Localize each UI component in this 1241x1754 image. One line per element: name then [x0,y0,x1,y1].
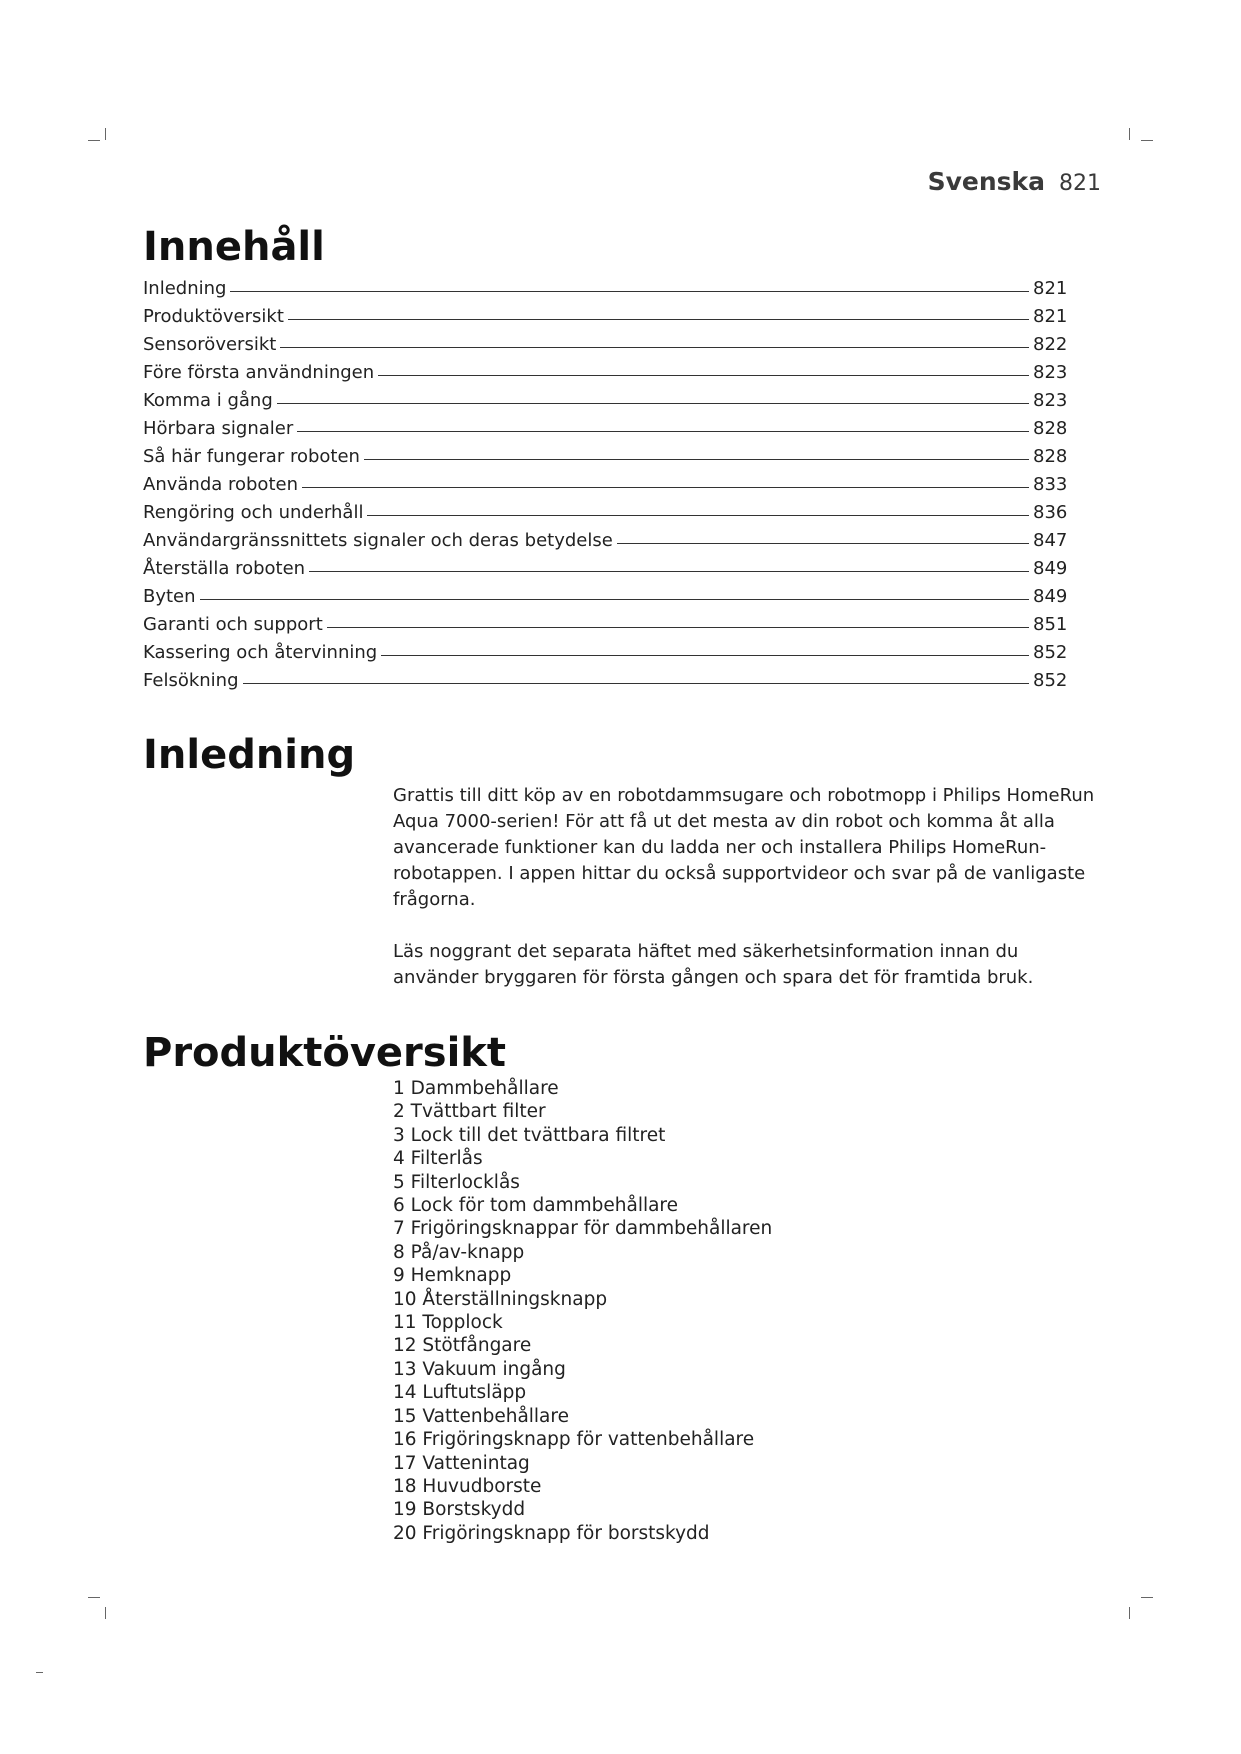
toc-entry[interactable] [143,474,1071,502]
toc-entry-page: 849 [1033,586,1068,607]
toc-leader-line [277,403,1029,404]
toc-entry[interactable] [143,278,1071,306]
parts-list-item: 5 Filterlocklås [393,1171,520,1193]
toc-entry[interactable] [143,306,1071,334]
toc-entry[interactable] [143,418,1071,446]
parts-list-item: 4 Filterlås [393,1148,483,1170]
toc-entry[interactable] [143,502,1071,530]
intro-section [393,783,1103,1017]
toc-leader-line [617,543,1029,544]
toc-entry[interactable] [143,670,1071,698]
toc-entry[interactable] [143,362,1071,390]
toc-entry-label: Garanti och support [143,614,323,635]
toc-leader-line [230,291,1029,292]
parts-list-item: 7 Frigöringsknappar för dammbehållaren [393,1218,773,1240]
toc-leader-line [327,627,1029,628]
crop-mark-top-left [88,128,118,148]
parts-list-item: 2 Tvättbart filter [393,1101,546,1123]
toc-entry[interactable] [143,334,1071,362]
toc-leader-line [280,347,1029,348]
toc-entry-label: Byten [143,586,196,607]
toc-leader-line [364,459,1029,460]
parts-list [393,1077,772,1545]
parts-list-item: 11 Topplock [393,1312,503,1334]
parts-list-item: 8 På/av-knapp [393,1241,525,1263]
page-header [928,167,1101,196]
toc-entry-page: 852 [1033,670,1068,691]
toc-entry-label: Användargränssnittets signaler och deras betydelse [143,530,613,551]
table-of-contents [143,278,1071,698]
toc-entry-label: Före första användningen [143,362,375,383]
toc-entry-label: Återställa roboten [143,558,306,579]
toc-entry-label: Produktöversikt [143,306,284,327]
toc-entry[interactable] [143,642,1071,670]
toc-entry[interactable] [143,586,1071,614]
parts-list-item: 12 Stötfångare [393,1335,532,1357]
toc-entry-label: Sensoröversikt [143,334,277,355]
toc-entry-page: 851 [1033,614,1068,635]
parts-list-item: 9 Hemknapp [393,1265,512,1287]
parts-list-item: 18 Huvudborste [393,1475,542,1497]
crop-mark-bottom-left [88,1597,118,1621]
toc-entry-page: 836 [1033,502,1068,523]
toc-leader-line [243,683,1029,684]
intro-paragraph: Läs noggrant det separata häftet med säkerhetsinformation innan du använder bryggaren för första gången och spara det för framtida bruk. [393,941,1034,988]
product-overview-title: Produktöversikt [143,1030,507,1076]
toc-leader-line [297,431,1029,432]
toc-entry-page: 849 [1033,558,1068,579]
toc-entry-label: Felsökning [143,670,239,691]
parts-list-item: 14 Luftutsläpp [393,1382,527,1404]
toc-entry-label: Rengöring och underhåll [143,502,364,523]
toc-entry-label: Inledning [143,278,227,299]
toc-entry-label: Hörbara signaler [143,418,294,439]
parts-list-item: 17 Vattenintag [393,1452,530,1474]
toc-entry-page: 852 [1033,642,1068,663]
toc-leader-line [378,375,1029,376]
toc-entry-label: Så här fungerar roboten [143,446,360,467]
toc-entry-page: 822 [1033,334,1068,355]
parts-list-item: 15 Vattenbehållare [393,1405,569,1427]
toc-leader-line [200,599,1029,600]
toc-leader-line [309,571,1029,572]
intro-paragraph: Grattis till ditt köp av en robotdammsugare och robotmopp i Philips HomeRun Aqua 7000-serien! För att få ut det mesta av din robot och komma åt alla avancerade funktioner kan du ladda ner och installera Philips HomeRun-robotappen. I appen hittar du också supportvideor och svar på de vanligaste frågorna. [393,785,1095,910]
parts-list-item: 10 Återställningsknapp [393,1288,608,1310]
toc-entry-page: 823 [1033,362,1068,383]
crop-mark-bottom-right [1129,1597,1159,1621]
toc-leader-line [381,655,1029,656]
toc-entry-page: 833 [1033,474,1068,495]
parts-list-item: 20 Frigöringsknapp för borstskydd [393,1522,710,1544]
intro-title: Inledning [143,732,356,778]
toc-entry-label: Använda roboten [143,474,298,495]
toc-entry-page: 828 [1033,446,1068,467]
toc-entry-page: 823 [1033,390,1068,411]
toc-entry-label: Kassering och återvinning [143,642,378,663]
toc-entry-page: 847 [1033,530,1068,551]
toc-entry[interactable] [143,558,1071,586]
toc-leader-line [302,487,1029,488]
crop-mark-top-right [1129,128,1159,148]
parts-list-item: 1 Dammbehållare [393,1078,559,1099]
toc-entry[interactable] [143,390,1071,418]
parts-list-item: 13 Vakuum ingång [393,1358,566,1380]
toc-entry[interactable] [143,530,1071,558]
parts-list-item: 19 Borstskydd [393,1499,526,1521]
parts-list-item: 3 Lock till det tvättbara filtret [393,1124,666,1146]
toc-entry-label: Komma i gång [143,390,273,411]
toc-entry-page: 821 [1033,278,1068,299]
header-language: Svenska [927,167,1045,196]
crop-mark-edge-left [36,1672,46,1676]
toc-entry[interactable] [143,614,1071,642]
header-page-number: 821 [1059,171,1101,196]
parts-list-item: 16 Frigöringsknapp för vattenbehållare [393,1429,755,1451]
toc-entry-page: 828 [1033,418,1068,439]
toc-entry[interactable] [143,446,1071,474]
toc-leader-line [288,319,1029,320]
toc-entry-page: 821 [1033,306,1068,327]
toc-leader-line [367,515,1029,516]
parts-list-item: 6 Lock för tom dammbehållare [393,1195,679,1217]
toc-title: Innehåll [143,224,325,270]
